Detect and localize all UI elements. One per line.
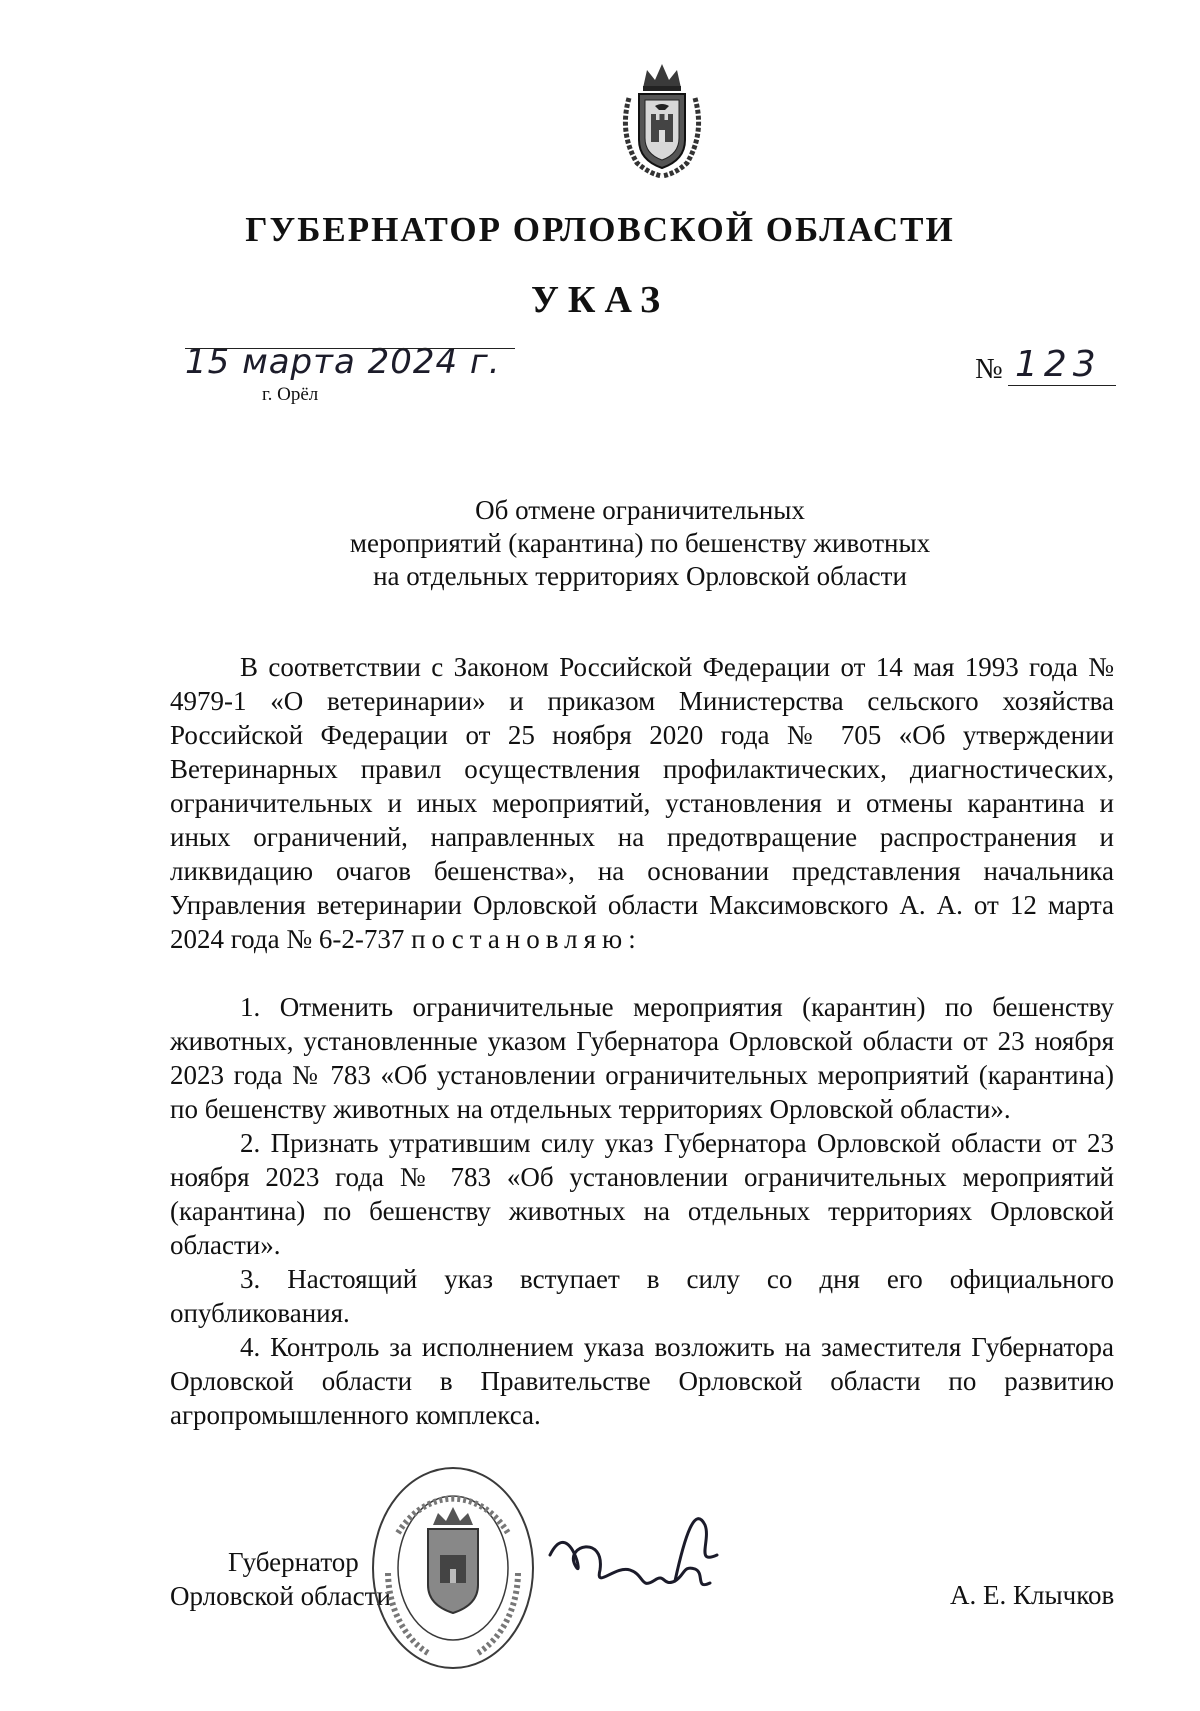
decree-item: 3. Настоящий указ вступает в силу со дня его официального опубликования. [170, 1264, 1114, 1328]
handwritten-date: 15 марта 2024 г. [185, 342, 501, 382]
coat-of-arms-icon [615, 58, 710, 178]
signatory-position-line: Орловской области [170, 1581, 391, 1611]
title-line: Об отмене ограничительных [475, 495, 805, 525]
title-line: на отдельных территориях Орловской области [373, 561, 907, 591]
decree-item: 1. Отменить ограничительные мероприятия (карантин) по бешенству животных, установленные указом Губернатора Орловской области от 23 ноября 2023 года № 783 «Об установлении ограничительных мероприятий (карантина) по бешенству животных на отдельных территориях Орловской области». [170, 992, 1114, 1124]
decree-item: 4. Контроль за исполнением указа возложить на заместителя Губернатора Орловской области в Правительстве Орловской области по развитию агропромышленного комплекса. [170, 1332, 1114, 1430]
signatory-name: А. Е. Клычков [950, 1580, 1115, 1610]
decree-body [170, 650, 1114, 1432]
handwritten-signature-icon [545, 1495, 730, 1615]
date-underline [185, 348, 515, 349]
preamble-paragraph [170, 650, 1114, 956]
issuing-authority: ГУБЕРНАТОР ОРЛОВСКОЙ ОБЛАСТИ [245, 210, 955, 249]
title-line: мероприятий (карантина) по бешенству животных [349, 528, 931, 558]
document-type: УКАЗ [531, 279, 669, 321]
preamble-text: В соответствии с Законом Российской Федерации от 14 мая 1993 года № 4979-1 «О ветеринарии» и приказом Министерства сельского хозяйства Российской Федерации от 25 ноября 2020 года № 705 «Об утверждении Ветеринарных правил осуществления профилактических, диагностических, ограничительных и иных мероприятий, установления и отмены карантина и иных ограничений, направленных на предотвращение распространения и ликвидацию очагов бешенства», на основании представления начальника Управления ветеринарии Орловской области Максимовского А. А. от 12 марта 2024 года № 6-2-737 [170, 652, 1114, 954]
decree-word: постановляю: [411, 924, 642, 954]
signatory-position-line: Губернатор [228, 1547, 359, 1577]
decree-item: 2. Признать утратившим силу указ Губернатора Орловской области от 23 ноября 2023 года № 783 «Об установлении ограничительных мероприятий (карантина) по бешенству животных на отдельных территориях Орловской области». [170, 1128, 1114, 1260]
decree-title [0, 494, 1200, 593]
official-seal-icon [368, 1463, 538, 1673]
number-label: № [975, 353, 1003, 385]
handwritten-number: 123 [1015, 344, 1102, 385]
issue-city: г. Орёл [262, 384, 319, 405]
number-underline [1008, 385, 1116, 386]
